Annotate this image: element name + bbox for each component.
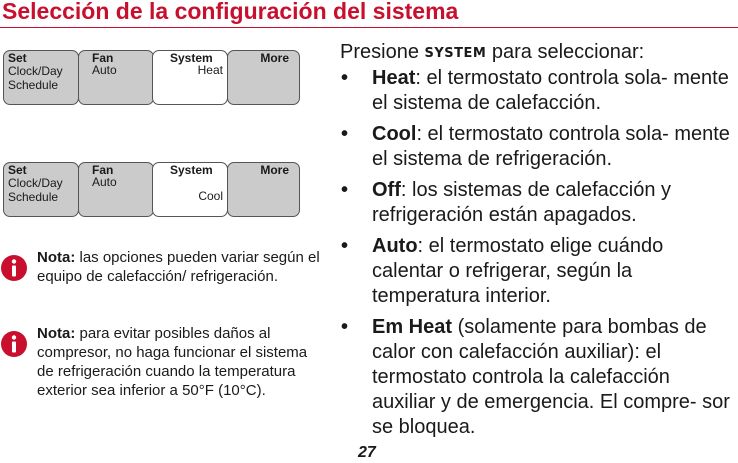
mode-item-em-heat — [339, 315, 738, 440]
mode-term: Em Heat — [372, 316, 453, 338]
mode-description: (solamente para bombas de calor con calefacción auxiliar): el termostato controla la calefacción auxiliar y de emergencia. El compre- sor se bloquea. — [372, 316, 730, 438]
note-body: las opciones pueden variar según el equipo de calefacción/ refrigeración. — [37, 249, 320, 285]
set-button[interactable] — [3, 50, 79, 105]
info-icon — [0, 330, 28, 358]
fan-value: Auto — [92, 63, 117, 77]
bullet: • — [341, 235, 349, 257]
bullet: • — [341, 316, 349, 338]
fan-button[interactable] — [78, 50, 154, 105]
bullet: • — [341, 67, 349, 89]
intro-after: para seleccionar: — [486, 41, 645, 63]
mode-list — [339, 66, 738, 446]
info-icon — [0, 254, 28, 282]
more-button[interactable] — [227, 162, 300, 217]
mode-item-off — [339, 178, 738, 228]
intro-before: Presione — [340, 41, 425, 63]
mode-item-heat — [339, 66, 738, 116]
page-number: 27 — [358, 444, 376, 461]
set-label: Set — [8, 163, 27, 177]
system-button[interactable] — [152, 50, 228, 105]
note-label: Nota: — [37, 249, 76, 266]
mode-description: : el termostato controla sola- mente el sistema de calefacción. — [372, 67, 729, 114]
mode-term: Cool — [372, 123, 417, 145]
set-button[interactable] — [3, 162, 79, 217]
system-value: Heat — [197, 63, 223, 77]
note-text — [37, 324, 322, 400]
mode-description: : el termostato controla sola- mente el sistema de refrigeración. — [372, 123, 730, 170]
system-value: Cool — [198, 189, 223, 203]
note-text — [37, 248, 322, 286]
schedule-label: Schedule — [8, 190, 59, 204]
bullet: • — [341, 179, 349, 201]
more-button[interactable] — [227, 50, 300, 105]
thermostat-display-heat — [3, 50, 300, 107]
system-button[interactable] — [152, 162, 228, 217]
system-key-label: SYSTEM — [424, 45, 487, 62]
mode-term: Auto — [372, 235, 418, 257]
set-label: Set — [8, 51, 27, 65]
system-label: System — [170, 51, 213, 65]
fan-label: Fan — [92, 163, 114, 177]
title-divider — [0, 27, 738, 28]
thermostat-display-cool — [3, 162, 300, 219]
fan-button[interactable] — [78, 162, 154, 217]
mode-description: : el termostato elige cuándo calentar o refrigerar, según la temperatura interior. — [372, 235, 664, 307]
fan-label: Fan — [92, 51, 114, 65]
schedule-label: Schedule — [8, 78, 59, 92]
clock-day-label: Clock/Day — [8, 64, 63, 78]
clock-day-label: Clock/Day — [8, 176, 63, 190]
page-title: Selección de la configuración del sistema — [2, 0, 459, 24]
system-label: System — [170, 163, 213, 177]
note-label: Nota: — [37, 325, 76, 342]
instructions-intro — [340, 40, 644, 66]
mode-description: : los sistemas de calefacción y refrigeración están apagados. — [372, 179, 672, 226]
mode-item-cool — [339, 122, 738, 172]
mode-item-auto — [339, 234, 738, 309]
fan-value: Auto — [92, 175, 117, 189]
note-body: para evitar posibles daños al compresor, no haga funcionar el sistema de refrigeración cuando la temperatura exterior sea inferior a 50°F (10°C). — [37, 325, 308, 399]
more-label: More — [260, 163, 289, 177]
bullet: • — [341, 123, 349, 145]
mode-term: Off — [372, 179, 401, 201]
more-label: More — [260, 51, 289, 65]
mode-term: Heat — [372, 67, 416, 89]
